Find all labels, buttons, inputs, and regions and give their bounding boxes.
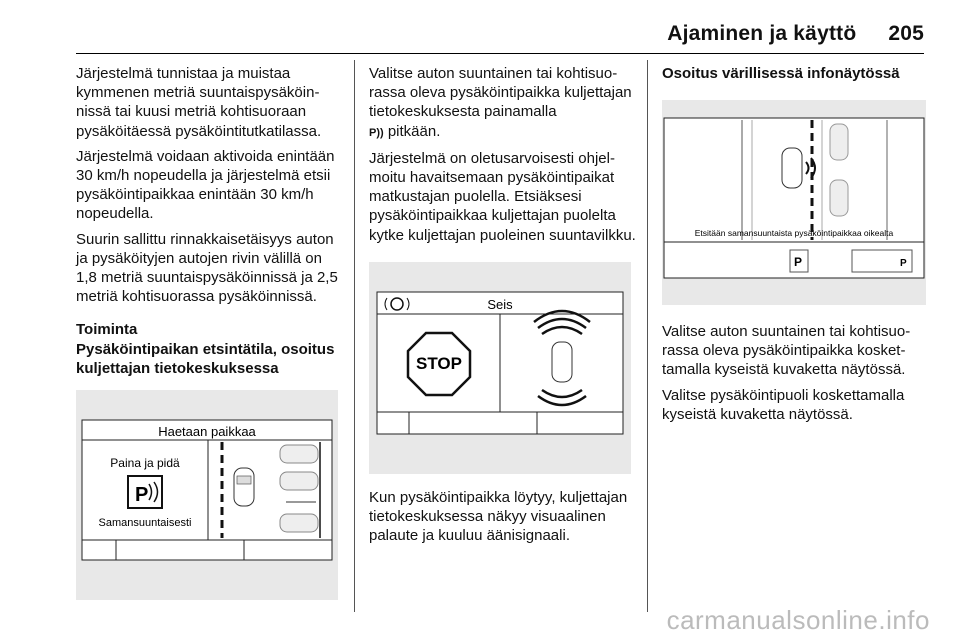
column-divider-2 bbox=[647, 60, 648, 612]
paragraph bbox=[369, 64, 639, 143]
subsection-heading: Pysäköintipaikan etsintätila, osoitus kuljettajan tietokeskuksessa bbox=[76, 340, 335, 377]
figure-stop-display bbox=[369, 262, 631, 474]
display-banner: Etsitään samansuuntaista pysäköintipaikkaa oikealta bbox=[694, 228, 894, 238]
display-hint: Paina ja pidä bbox=[110, 456, 180, 470]
column-3-bottom bbox=[662, 322, 932, 430]
figure-dic-search bbox=[76, 390, 338, 600]
svg-text:P: P bbox=[135, 484, 149, 506]
section-title: Ajaminen ja käyttö bbox=[667, 22, 857, 45]
parked-car-icon bbox=[280, 445, 318, 463]
paragraph: Valitse pysäköintipuoli koskettamalla kyseistä kuvaketta näytössä. bbox=[662, 386, 905, 423]
parked-car-icon bbox=[830, 180, 848, 216]
paragraph-text: Valitse auton suuntainen tai kohtisuorassa oleva pysäköintipaikka kuljettajan tietokeskuksesta painamalla bbox=[369, 65, 632, 121]
display-mode: Samansuuntaisesti bbox=[98, 517, 192, 529]
parking-option-icon[interactable] bbox=[790, 250, 808, 272]
paragraph-text: pitkään. bbox=[387, 122, 441, 140]
paragraph: Kun pysäköintipaikka löytyy, kuljettajan tietokeskuksessa näkyy visuaalinen palaute ja kuuluu äänisignaali. bbox=[369, 489, 628, 545]
parking-button-icon bbox=[128, 476, 162, 508]
svg-text:P: P bbox=[794, 255, 803, 269]
paragraph: Järjestelmä voidaan aktivoida enintään 30 km/h nopeudella ja järjestelmä etsii pysäköintipaikkaa enintään 30 km/h nopeudella. bbox=[76, 147, 335, 223]
svg-text:P: P bbox=[900, 258, 907, 269]
parked-car-icon bbox=[280, 514, 318, 532]
column-2-bottom bbox=[369, 488, 639, 552]
watermark: carmanualsonline.info bbox=[666, 605, 930, 635]
paragraph: Valitse auton suuntainen tai kohtisuorassa oleva pysäköintipaikka koskettamalla kyseistä kuvaketta näytössä. bbox=[662, 323, 911, 379]
header-rule bbox=[76, 53, 924, 54]
paragraph: Suurin sallittu rinnakkaisetäisyys auton ja pysäköityjen autojen rivin välillä on 1,8 metriä suuntaispysäköinnissä ja 2,5 metriä kohtisuorassa pysäköinnissä. bbox=[76, 230, 338, 306]
display-title: Haetaan paikkaa bbox=[158, 424, 256, 439]
column-divider-1 bbox=[354, 60, 355, 612]
page-number: 205 bbox=[888, 22, 924, 45]
parking-side-icon[interactable] bbox=[852, 250, 912, 272]
paragraph: Järjestelmä tunnistaa ja muistaa kymmenen metriä suuntaispysäköinnissä tai kuusi metriä kohtisuoraan pysäköitäessä pysäköintitutkatilassa. bbox=[76, 65, 322, 140]
stop-sign-label: STOP bbox=[416, 354, 462, 373]
page-header bbox=[667, 22, 924, 46]
column-1 bbox=[76, 64, 346, 378]
section-heading: Osoitus värillisessä infonäytössä bbox=[662, 65, 900, 82]
parked-car-icon bbox=[280, 472, 318, 490]
parked-car-icon bbox=[830, 124, 848, 160]
column-3 bbox=[662, 64, 932, 83]
figure-info-display bbox=[662, 100, 926, 305]
own-car-icon bbox=[234, 468, 254, 506]
parking-button-icon: P)) bbox=[369, 126, 384, 139]
display-title: Seis bbox=[487, 297, 513, 312]
paragraph: Järjestelmä on oletusarvoisesti ohjelmoitu havaitsemaan pysäköintipaikat matkustajan puolella. Etsiäksesi pysäköintipaikkaa kuljettajan puolelta kytke kuljettajan puoleinen suuntavilkku. bbox=[369, 149, 636, 244]
column-2 bbox=[369, 64, 639, 251]
section-heading: Toiminta bbox=[76, 321, 138, 339]
